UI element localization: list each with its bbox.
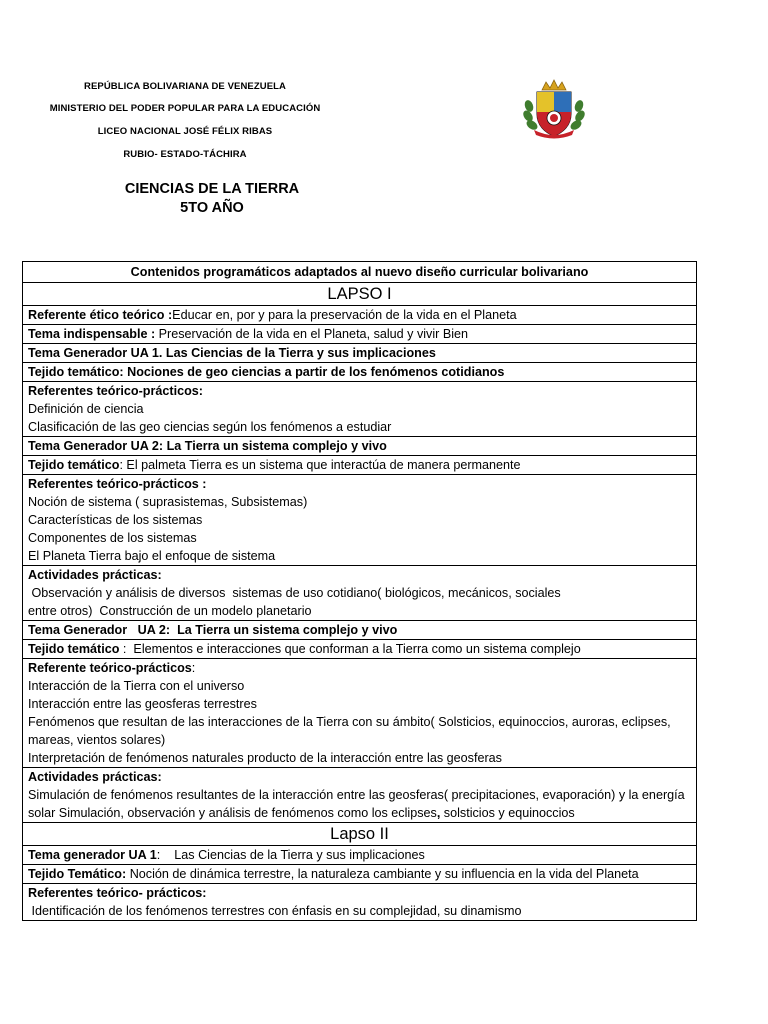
table-row <box>23 262 697 283</box>
generator-theme-ua1-cell <box>23 344 697 363</box>
row-label: Actividades prácticas: <box>28 770 162 784</box>
table-row <box>23 659 697 768</box>
thematic-fabric-cell <box>23 456 697 475</box>
lapso-2-heading: Lapso II <box>23 823 697 846</box>
row-label: Referente ético teórico : <box>28 308 173 322</box>
list-item: Interacción de la Tierra con el universo <box>28 679 245 693</box>
row-label-line <box>28 659 691 677</box>
list-item: entre otros) Construcción de un modelo planetario <box>28 604 312 618</box>
row-label: Referente teórico-prácticos <box>28 661 192 675</box>
row-label: Referentes teórico- prácticos: <box>28 886 207 900</box>
row-label: Tejido temático <box>28 458 120 472</box>
list-item: solsticios y equinoccios <box>440 806 575 820</box>
lapso-1-heading: LAPSO I <box>23 283 697 306</box>
subject-title: CIENCIAS DE LA TIERRA <box>124 181 300 197</box>
header-line-location: RUBIO- ESTADO-TÁCHIRA <box>123 149 247 160</box>
table-row <box>23 884 697 921</box>
list-item: El Planeta Tierra bajo el enfoque de sistema <box>28 549 276 563</box>
thematic-fabric-cell <box>23 865 697 884</box>
row-label: Referentes teórico-prácticos: <box>28 384 203 398</box>
table-row <box>23 475 697 566</box>
row-label: Tema generador UA 1 <box>28 848 157 862</box>
list-item: Simulación de fenómenos resultantes de la interacción entre las geosferas( precipitaciones, evaporación) y la energía solar Simulación, observación y análisis de fenómenos como los eclipses <box>28 788 685 820</box>
curriculum-table <box>22 261 697 921</box>
table-row <box>23 640 697 659</box>
table-row <box>23 363 697 382</box>
table-row <box>23 865 697 884</box>
row-label: Tema Generador UA 1. Las Ciencias de la Tierra y sus implicaciones <box>28 346 436 360</box>
theory-practice-references-cell <box>23 382 697 437</box>
table-heading-text: Contenidos programáticos adaptados al nuevo diseño curricular bolivariano <box>130 265 589 279</box>
list-item: Clasificación de las geo ciencias según los fenómenos a estudiar <box>28 420 392 434</box>
table-row <box>23 456 697 475</box>
table-row <box>23 846 697 865</box>
table-row <box>23 325 697 344</box>
list-item-comma: , <box>436 806 441 820</box>
generator-theme-ua2-cell <box>23 621 697 640</box>
practical-activities-cell <box>23 768 697 823</box>
ethical-reference-cell <box>23 306 697 325</box>
theory-practice-references-cell <box>23 659 697 768</box>
row-text: Preservación de la vida en el Planeta, salud y vivir Bien <box>155 327 469 341</box>
row-label: Tema Generador UA 2: La Tierra un sistema complejo y vivo <box>28 623 398 637</box>
row-label: Tejido temático <box>28 642 120 656</box>
theory-practice-references-cell <box>23 884 697 921</box>
header-line-school: LICEO NACIONAL JOSÉ FÉLIX RIBAS <box>97 126 273 137</box>
row-label: Tema Generador UA 2: La Tierra un sistema complejo y vivo <box>28 439 387 453</box>
row-label: Tejido Temático: <box>28 867 127 881</box>
list-item: Fenómenos que resultan de las interacciones de la Tierra con su ámbito( Solsticios, equinoccios, auroras, eclipses, mareas, vientos solares) <box>28 715 671 747</box>
row-label: Tema indispensable : <box>28 327 156 341</box>
table-row <box>23 344 697 363</box>
row-text: : El palmeta Tierra es un sistema que interactúa de manera permanente <box>119 458 521 472</box>
list-item: Componentes de los sistemas <box>28 531 197 545</box>
list-item: Interacción entre las geosferas terrestres <box>28 697 257 711</box>
thematic-fabric-cell <box>23 640 697 659</box>
list-item: Identificación de los fenómenos terrestres con énfasis en su complejidad, su dinamismo <box>28 904 522 918</box>
thematic-fabric-cell <box>23 363 697 382</box>
row-text: Educar en, por y para la preservación de la vida en el Planeta <box>172 308 517 322</box>
theory-practice-references-cell <box>23 475 697 566</box>
list-item: Definición de ciencia <box>28 402 144 416</box>
row-label-colon: : <box>191 661 196 675</box>
list-item: Características de los sistemas <box>28 513 203 527</box>
grade-title: 5TO AÑO <box>180 200 244 216</box>
table-row <box>23 823 697 846</box>
essential-theme-cell <box>23 325 697 344</box>
list-item: Noción de sistema ( suprasistemas, Subsistemas) <box>28 495 308 509</box>
table-row <box>23 566 697 621</box>
table-heading <box>23 262 697 283</box>
row-label: Tejido temático: Nociones de geo ciencias a partir de los fenómenos cotidianos <box>28 365 505 379</box>
row-text: Noción de dinámica terrestre, la naturaleza cambiante y su influencia en la vida del Planeta <box>126 867 639 881</box>
list-item: Interpretación de fenómenos naturales producto de la interacción entre las geosferas <box>28 751 502 765</box>
row-text: : Elementos e interacciones que conforman a la Tierra como un sistema complejo <box>119 642 581 656</box>
generator-theme-ua2-cell <box>23 437 697 456</box>
header-line-ministry: MINISTERIO DEL PODER POPULAR PARA LA EDUCACIÓN <box>49 103 321 114</box>
table-row <box>23 382 697 437</box>
table-row <box>23 437 697 456</box>
list-item: Observación y análisis de diversos sistemas de uso cotidiano( biológicos, mecánicos, sociales <box>28 586 561 600</box>
practical-activities-cell <box>23 566 697 621</box>
table-row <box>23 283 697 306</box>
table-row <box>23 621 697 640</box>
school-crest-icon <box>520 78 588 140</box>
row-label: Actividades prácticas: <box>28 568 162 582</box>
table-row <box>23 768 697 823</box>
header-line-republic: REPÚBLICA BOLIVARIANA DE VENEZUELA <box>83 81 287 92</box>
row-text: : Las Ciencias de la Tierra y sus implicaciones <box>156 848 425 862</box>
table-row <box>23 306 697 325</box>
generator-theme-ua1-cell <box>23 846 697 865</box>
row-label: Referentes teórico-prácticos : <box>28 477 207 491</box>
